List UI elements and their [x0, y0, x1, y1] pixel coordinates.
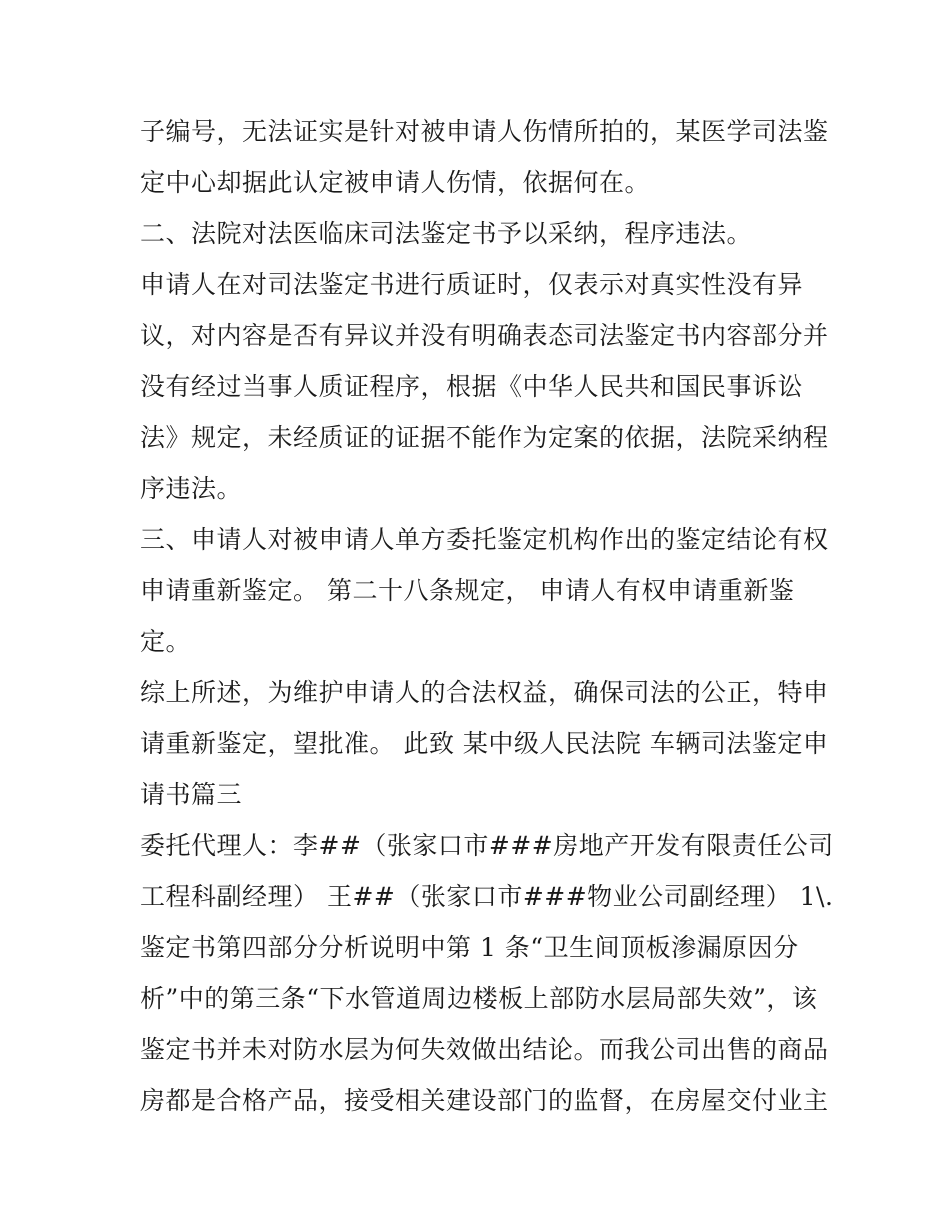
- text-line: 定。: [140, 627, 192, 656]
- text-line: 委托代理人：李##（张家口市###房地产开发有限责任公司: [140, 831, 834, 860]
- text-line: 工程科副经理） 王##（张家口市###物业公司副经理） 1\.: [140, 882, 834, 911]
- text-line: 房都是合格产品，接受相关建设部门的监督，在房屋交付业主: [140, 1086, 829, 1115]
- text-line: 法》规定，未经质证的证据不能作为定案的依据，法院采纳程: [140, 423, 829, 452]
- text-line: 子编号，无法证实是针对被申请人伤情所拍的，某医学司法鉴: [140, 117, 829, 146]
- text-line: 鉴定书并未对防水层为何失效做出结论。而我公司出售的商品: [140, 1035, 829, 1064]
- section-heading: 三、申请人对被申请人单方委托鉴定机构作出的鉴定结论有权: [140, 525, 829, 554]
- document-body: [140, 106, 834, 1126]
- text-line: 综上所述，为维护申请人的合法权益，确保司法的公正，特申: [140, 678, 829, 707]
- text-line: 定中心却据此认定被申请人伤情，依据何在。: [140, 168, 651, 197]
- text-line: 议，对内容是否有异议并没有明确表态司法鉴定书内容部分并: [140, 321, 829, 350]
- text-line: 申请人在对司法鉴定书进行质证时，仅表示对真实性没有异: [140, 270, 804, 299]
- text-line: 请书篇三: [140, 780, 243, 809]
- text-line: 鉴定书第四部分分析说明中第 1 条“卫生间顶板渗漏原因分: [140, 933, 799, 962]
- text-line: 序违法。: [140, 474, 243, 503]
- section-heading: 二、法院对法医临床司法鉴定书予以采纳，程序违法。: [140, 219, 753, 248]
- text-line: 请重新鉴定，望批准。 此致 某中级人民法院 车辆司法鉴定申: [140, 729, 829, 758]
- text-line: 申请重新鉴定。 第二十八条规定， 申请人有权申请重新鉴: [140, 576, 795, 605]
- text-line: 析”中的第三条“下水管道周边楼板上部防水层局部失效”，该: [140, 984, 818, 1013]
- text-line: 没有经过当事人质证程序，根据《中华人民共和国民事诉讼: [140, 372, 804, 401]
